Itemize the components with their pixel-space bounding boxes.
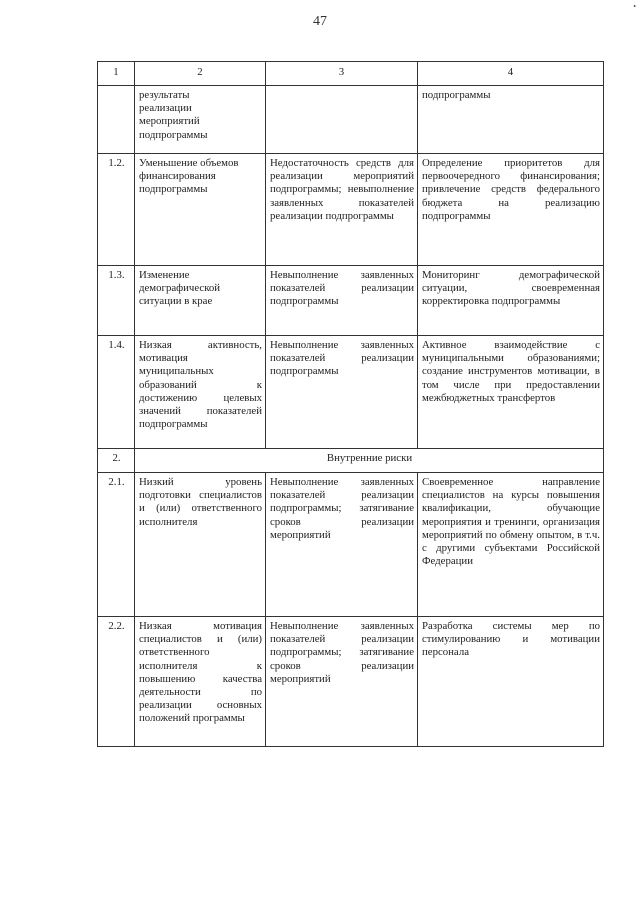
measure-cell: подпрограммы — [418, 86, 604, 154]
table-row — [98, 473, 604, 617]
row-number: 1.4. — [98, 336, 135, 449]
row-number: 1.2. — [98, 154, 135, 266]
header-cell-2: 2 — [135, 62, 266, 86]
row-number: 1.3. — [98, 266, 135, 336]
table-row — [98, 266, 604, 336]
table-row — [98, 617, 604, 747]
measure-cell: Определение приоритетов для первоочередного финансирования; привлечение средств федерального бюджета на реализацию подпрограммы — [418, 154, 604, 266]
header-cell-3: 3 — [266, 62, 418, 86]
risk-cell: Низкий уровень подготовки специалистов и (или) ответственного исполнителя — [135, 473, 266, 617]
measure-cell: Своевременное направление специалистов на курсы повышения квалификации, обучающие мероприятия и тренинги, организация мероприятий по обмену опытом, в т.ч. с другими субъектами Российской Федерации — [418, 473, 604, 617]
cause-cell: Невыполнение заявленных показателей реализации подпрограммы; затягивание сроков реализации мероприятий — [266, 473, 418, 617]
table-row — [98, 336, 604, 449]
risk-table — [97, 61, 604, 747]
cause-cell: Недостаточность средств для реализации мероприятий подпрограммы; невыполнение заявленных показателей реализации подпрограммы — [266, 154, 418, 266]
risk-cell: результаты реализации мероприятий подпрограммы — [135, 86, 266, 154]
row-number: 2.1. — [98, 473, 135, 617]
cause-cell: Невыполнение заявленных показателей реализации подпрограммы; затягивание сроков реализации мероприятий — [266, 617, 418, 747]
table-header-row — [98, 62, 604, 86]
row-number — [98, 86, 135, 154]
risk-cell: Низкая мотивация специалистов и (или) ответственного исполнителя к повышению качества деятельности по реализации основных положений программы — [135, 617, 266, 747]
risk-cell: Изменение демографической ситуации в крае — [135, 266, 266, 336]
risk-cell: Уменьшение объемов финансирования подпрограммы — [135, 154, 266, 266]
cause-cell — [266, 86, 418, 154]
measure-cell: Разработка системы мер по стимулированию и мотивации персонала — [418, 617, 604, 747]
header-cell-4: 4 — [418, 62, 604, 86]
risk-cell: Низкая активность, мотивация муниципальных образований к достижению целевых значений показателей подпрограммы — [135, 336, 266, 449]
section-number: 2. — [98, 449, 135, 473]
page-number: 47 — [313, 14, 327, 29]
section-title: Внутренние риски — [135, 449, 604, 473]
cause-cell: Невыполнение заявленных показателей реализации подпрограммы — [266, 266, 418, 336]
table-row — [98, 154, 604, 266]
row-number: 2.2. — [98, 617, 135, 747]
measure-cell: Мониторинг демографической ситуации, своевременная корректировка подпрограммы — [418, 266, 604, 336]
cause-cell: Невыполнение заявленных показателей реализации подпрограммы — [266, 336, 418, 449]
section-row — [98, 449, 604, 473]
table-row — [98, 86, 604, 154]
header-cell-1: 1 — [98, 62, 135, 86]
corner-mark: • — [633, 2, 636, 11]
measure-cell: Активное взаимодействие с муниципальными образованиями; создание инструментов мотивации, в том числе при предоставлении межбюджетных трансфертов — [418, 336, 604, 449]
